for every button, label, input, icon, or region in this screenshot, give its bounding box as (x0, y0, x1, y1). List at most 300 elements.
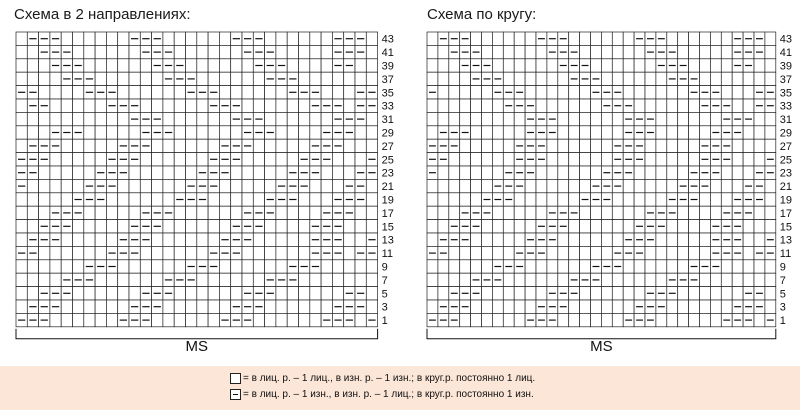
row-number-label: 15 (381, 221, 394, 234)
knit-stitch-cell (366, 32, 377, 45)
knit-stitch-cell (355, 206, 366, 219)
knit-stitch-cell (197, 313, 208, 326)
knit-stitch-cell (332, 287, 343, 300)
knit-stitch-cell (287, 220, 298, 233)
knit-stitch-cell (174, 179, 185, 192)
knit-stitch-cell (163, 313, 174, 326)
knit-stitch-cell (321, 59, 332, 72)
knit-stitch-cell (129, 72, 140, 85)
knit-stitch-cell (163, 153, 174, 166)
knit-stitch-cell (27, 45, 38, 58)
row-number-label: 21 (779, 181, 793, 194)
knit-stitch-cell (16, 193, 27, 206)
knit-stitch-cell (231, 86, 242, 99)
knit-stitch-cell (299, 220, 310, 233)
knit-stitch-cell (208, 126, 219, 139)
knit-stitch-symbol (230, 373, 241, 384)
knit-stitch-cell (197, 287, 208, 300)
knit-stitch-cell (321, 179, 332, 192)
knit-stitch-cell (287, 45, 298, 58)
knit-stitch-cell (163, 112, 174, 125)
knit-stitch-cell (61, 166, 72, 179)
knit-stitch-cell (355, 233, 366, 246)
knit-stitch-cell (39, 126, 50, 139)
knit-stitch-cell (310, 72, 321, 85)
knit-stitch-cell (276, 233, 287, 246)
knit-stitch-cell (366, 45, 377, 58)
knit-stitch-cell (231, 193, 242, 206)
knit-stitch-cell (27, 179, 38, 192)
knit-stitch-cell (50, 179, 61, 192)
knit-stitch-cell (50, 86, 61, 99)
knit-stitch-cell (219, 206, 230, 219)
knit-stitch-cell (174, 287, 185, 300)
knit-stitch-cell (310, 179, 321, 192)
knit-stitch-cell (265, 166, 276, 179)
knit-stitch-cell (332, 273, 343, 286)
knit-stitch-cell (197, 45, 208, 58)
knit-stitch-cell (84, 246, 95, 259)
knit-stitch-cell (50, 72, 61, 85)
knit-stitch-cell (50, 193, 61, 206)
knit-stitch-cell (208, 273, 219, 286)
knit-stitch-cell (129, 166, 140, 179)
knit-stitch-cell (344, 99, 355, 112)
row-number-label: 7 (381, 274, 388, 287)
knit-stitch-cell (242, 72, 253, 85)
knit-stitch-cell (73, 86, 84, 99)
knit-stitch-cell (321, 260, 332, 273)
knit-stitch-cell (344, 139, 355, 152)
knit-stitch-cell (50, 313, 61, 326)
knit-stitch-cell (231, 273, 242, 286)
repeat-label: MS (185, 337, 209, 355)
knit-stitch-cell (299, 300, 310, 313)
row-number-label: 13 (779, 234, 793, 247)
knit-stitch-cell (253, 246, 264, 259)
row-number-label: 43 (381, 33, 394, 46)
knit-stitch-cell (299, 206, 310, 219)
knit-stitch-cell (186, 300, 197, 313)
knit-stitch-cell (61, 179, 72, 192)
knit-stitch-cell (95, 153, 106, 166)
row-number-label: 29 (381, 127, 394, 140)
knit-stitch-cell (163, 139, 174, 152)
knit-stitch-cell (106, 126, 117, 139)
knit-stitch-cell (219, 32, 230, 45)
knit-stitch-cell (219, 193, 230, 206)
knit-stitch-cell (16, 112, 27, 125)
row-number-label: 27 (779, 140, 793, 153)
knit-stitch-cell (276, 126, 287, 139)
knit-stitch-cell (73, 166, 84, 179)
knit-stitch-cell (231, 206, 242, 219)
knit-stitch-cell (242, 260, 253, 273)
knit-stitch-cell (163, 86, 174, 99)
knit-stitch-cell (355, 220, 366, 233)
knit-stitch-cell (163, 166, 174, 179)
knit-stitch-cell (95, 287, 106, 300)
knit-stitch-cell (73, 233, 84, 246)
knit-stitch-cell (299, 32, 310, 45)
knit-stitch-cell (174, 220, 185, 233)
knit-stitch-cell (355, 139, 366, 152)
knit-stitch-cell (265, 220, 276, 233)
knit-stitch-cell (231, 287, 242, 300)
knit-stitch-cell (140, 246, 151, 259)
knit-stitch-cell (197, 220, 208, 233)
knit-stitch-cell (219, 220, 230, 233)
knit-stitch-cell (253, 273, 264, 286)
knit-stitch-cell (197, 126, 208, 139)
knit-stitch-cell (129, 59, 140, 72)
knit-stitch-cell (355, 59, 366, 72)
knit-stitch-cell (152, 246, 163, 259)
knit-stitch-cell (16, 99, 27, 112)
knit-stitch-cell (242, 86, 253, 99)
knit-stitch-cell (219, 179, 230, 192)
knit-stitch-cell (50, 166, 61, 179)
knit-stitch-cell (106, 220, 117, 233)
knit-stitch-cell (140, 166, 151, 179)
knit-stitch-cell (118, 179, 129, 192)
knit-stitch-cell (208, 300, 219, 313)
knit-stitch-cell (95, 59, 106, 72)
knit-stitch-cell (27, 220, 38, 233)
knit-stitch-cell (219, 72, 230, 85)
knit-stitch-cell (186, 233, 197, 246)
row-number-label: 17 (381, 207, 394, 220)
knit-stitch-cell (140, 86, 151, 99)
knit-stitch-cell (174, 300, 185, 313)
knit-stitch-cell (355, 153, 366, 166)
knit-stitch-cell (276, 206, 287, 219)
knit-stitch-cell (118, 206, 129, 219)
row-number-label: 19 (779, 194, 793, 207)
knit-stitch-cell (95, 273, 106, 286)
knit-stitch-cell (95, 139, 106, 152)
knit-stitch-cell (73, 179, 84, 192)
knit-stitch-cell (152, 179, 163, 192)
knit-stitch-cell (253, 179, 264, 192)
knit-stitch-cell (84, 32, 95, 45)
knit-stitch-cell (186, 139, 197, 152)
knit-stitch-cell (174, 112, 185, 125)
knit-stitch-cell (152, 193, 163, 206)
knit-stitch-cell (310, 59, 321, 72)
knit-stitch-cell (208, 193, 219, 206)
knit-stitch-cell (287, 313, 298, 326)
row-number-label: 41 (779, 47, 793, 60)
knit-stitch-cell (39, 206, 50, 219)
knit-stitch-cell (61, 300, 72, 313)
knit-stitch-cell (186, 59, 197, 72)
row-number-label: 37 (381, 73, 394, 86)
knit-stitch-cell (186, 287, 197, 300)
knit-stitch-cell (186, 112, 197, 125)
knit-stitch-cell (84, 59, 95, 72)
knit-stitch-cell (73, 99, 84, 112)
knit-stitch-cell (73, 112, 84, 125)
knit-stitch-cell (140, 260, 151, 273)
row-number-label: 25 (779, 154, 793, 167)
knit-stitch-cell (219, 300, 230, 313)
knit-stitch-cell (276, 260, 287, 273)
knit-stitch-cell (118, 59, 129, 72)
knit-stitch-cell (310, 32, 321, 45)
knit-stitch-cell (310, 313, 321, 326)
knit-stitch-cell (321, 273, 332, 286)
knit-stitch-cell (163, 246, 174, 259)
knit-stitch-cell (287, 246, 298, 259)
knit-stitch-cell (27, 112, 38, 125)
knit-stitch-cell (163, 32, 174, 45)
row-number-label: 23 (779, 167, 793, 180)
knit-stitch-cell (355, 126, 366, 139)
knit-stitch-cell (265, 32, 276, 45)
knit-stitch-cell (129, 273, 140, 286)
knit-stitch-cell (140, 153, 151, 166)
knit-stitch-cell (106, 287, 117, 300)
knit-stitch-cell (253, 166, 264, 179)
knit-stitch-cell (84, 300, 95, 313)
knit-stitch-cell (310, 300, 321, 313)
knit-stitch-cell (197, 153, 208, 166)
knit-stitch-cell (321, 166, 332, 179)
row-number-label: 35 (779, 87, 793, 100)
knit-stitch-cell (276, 287, 287, 300)
knit-stitch-cell (366, 300, 377, 313)
row-number-label: 13 (381, 234, 394, 247)
knit-stitch-cell (129, 179, 140, 192)
knit-stitch-cell (186, 99, 197, 112)
knit-stitch-cell (366, 260, 377, 273)
knit-stitch-cell (197, 273, 208, 286)
knit-stitch-cell (73, 300, 84, 313)
knit-stitch-cell (366, 287, 377, 300)
row-number-label: 21 (381, 181, 394, 194)
knit-stitch-cell (174, 233, 185, 246)
knit-stitch-cell (299, 313, 310, 326)
knit-stitch-cell (276, 99, 287, 112)
knit-stitch-cell (321, 300, 332, 313)
knit-stitch-cell (253, 193, 264, 206)
knit-stitch-cell (310, 126, 321, 139)
knit-stitch-cell (253, 233, 264, 246)
knit-stitch-cell (310, 273, 321, 286)
knit-stitch-cell (106, 233, 117, 246)
knit-stitch-cell (73, 139, 84, 152)
knit-stitch-cell (84, 313, 95, 326)
knit-stitch-cell (231, 126, 242, 139)
knit-stitch-cell (50, 273, 61, 286)
knit-stitch-cell (265, 313, 276, 326)
knit-stitch-cell (118, 45, 129, 58)
row-number-label: 33 (381, 100, 394, 113)
knit-stitch-cell (299, 72, 310, 85)
row-number-label: 9 (381, 261, 388, 274)
knit-stitch-cell (332, 179, 343, 192)
knit-stitch-cell (16, 233, 27, 246)
knit-stitch-cell (287, 153, 298, 166)
knit-stitch-cell (186, 246, 197, 259)
knit-stitch-cell (174, 260, 185, 273)
knit-stitch-cell (106, 72, 117, 85)
knit-stitch-cell (39, 86, 50, 99)
knit-stitch-cell (208, 59, 219, 72)
knit-stitch-cell (344, 233, 355, 246)
knit-stitch-cell (344, 273, 355, 286)
knit-stitch-cell (299, 246, 310, 259)
knit-stitch-cell (186, 126, 197, 139)
knit-stitch-cell (84, 287, 95, 300)
knit-stitch-cell (61, 153, 72, 166)
knit-stitch-cell (242, 273, 253, 286)
knit-stitch-cell (174, 153, 185, 166)
knit-stitch-cell (163, 233, 174, 246)
knit-stitch-cell (174, 99, 185, 112)
knit-stitch-cell (27, 59, 38, 72)
knit-stitch-cell (84, 126, 95, 139)
knit-stitch-cell (106, 273, 117, 286)
knit-stitch-cell (299, 126, 310, 139)
knit-stitch-cell (129, 193, 140, 206)
knit-stitch-cell (276, 166, 287, 179)
knit-stitch-cell (253, 139, 264, 152)
knit-stitch-cell (253, 72, 264, 85)
knit-stitch-cell (276, 45, 287, 58)
row-number-label: 17 (779, 207, 793, 220)
knit-stitch-cell (355, 273, 366, 286)
knit-stitch-cell (152, 260, 163, 273)
knit-stitch-cell (152, 72, 163, 85)
knit-stitch-cell (208, 233, 219, 246)
knit-stitch-cell (265, 260, 276, 273)
row-number-label: 1 (779, 315, 786, 328)
row-number-label: 3 (779, 301, 786, 314)
knit-stitch-cell (118, 260, 129, 273)
knit-stitch-cell (344, 153, 355, 166)
row-number-label: 37 (779, 73, 793, 86)
chart-title-in-the-round: Схема по кругу: (427, 6, 537, 23)
knit-stitch-cell (39, 72, 50, 85)
knit-stitch-cell (118, 32, 129, 45)
knit-stitch-cell (321, 45, 332, 58)
knit-stitch-cell (265, 300, 276, 313)
knit-stitch-cell (265, 86, 276, 99)
knit-stitch-cell (95, 233, 106, 246)
knit-stitch-cell (140, 59, 151, 72)
knit-stitch-cell (219, 287, 230, 300)
knit-stitch-cell (118, 112, 129, 125)
knit-stitch-cell (276, 139, 287, 152)
knit-stitch-cell (186, 32, 197, 45)
knit-stitch-cell (208, 287, 219, 300)
knit-stitch-cell (231, 179, 242, 192)
knit-stitch-cell (118, 273, 129, 286)
knit-stitch-cell (73, 260, 84, 273)
knit-stitch-cell (242, 246, 253, 259)
knit-stitch-cell (16, 72, 27, 85)
knit-stitch-cell (197, 72, 208, 85)
knit-stitch-cell (310, 112, 321, 125)
knit-stitch-cell (163, 260, 174, 273)
knit-stitch-cell (61, 112, 72, 125)
knit-stitch-cell (129, 287, 140, 300)
knit-stitch-cell (310, 206, 321, 219)
knit-stitch-cell (344, 72, 355, 85)
knit-stitch-cell (265, 99, 276, 112)
row-number-label: 9 (779, 261, 786, 274)
knit-stitch-cell (152, 166, 163, 179)
knit-stitch-cell (366, 206, 377, 219)
knit-stitch-cell (27, 126, 38, 139)
knit-stitch-cell (299, 287, 310, 300)
knit-stitch-cell (197, 246, 208, 259)
knit-stitch-cell (242, 193, 253, 206)
knit-stitch-cell (106, 139, 117, 152)
knit-stitch-cell (321, 287, 332, 300)
knit-stitch-cell (321, 72, 332, 85)
knit-stitch-cell (231, 45, 242, 58)
knit-stitch-cell (174, 126, 185, 139)
legend-text-knit: = в лиц. р. – 1 лиц., в изн. р. – 1 изн.; в круг.р. постоянно 1 лиц. (243, 373, 536, 384)
knit-stitch-cell (219, 112, 230, 125)
row-number-label: 1 (381, 315, 388, 328)
knit-stitch-cell (118, 72, 129, 85)
knit-stitch-cell (355, 313, 366, 326)
row-number-label: 5 (381, 288, 388, 301)
knit-stitch-cell (84, 166, 95, 179)
knit-stitch-cell (265, 233, 276, 246)
row-number-label: 39 (779, 60, 793, 73)
knit-stitch-cell (95, 126, 106, 139)
knit-stitch-cell (366, 72, 377, 85)
knit-stitch-cell (16, 59, 27, 72)
knit-stitch-cell (27, 287, 38, 300)
knit-stitch-cell (355, 260, 366, 273)
knit-stitch-cell (287, 126, 298, 139)
row-number-label: 3 (381, 301, 388, 314)
knit-stitch-cell (287, 233, 298, 246)
knit-stitch-cell (39, 273, 50, 286)
knit-stitch-cell (197, 112, 208, 125)
knit-stitch-cell (16, 32, 27, 45)
row-number-label: 27 (381, 140, 394, 153)
knit-stitch-cell (366, 139, 377, 152)
row-number-label: 31 (381, 114, 394, 127)
knit-stitch-cell (16, 260, 27, 273)
knit-stitch-cell (299, 45, 310, 58)
repeat-label: MS (590, 337, 613, 355)
knit-stitch-cell (299, 139, 310, 152)
knit-stitch-cell (84, 112, 95, 125)
knit-stitch-cell (106, 193, 117, 206)
knit-stitch-cell (16, 139, 27, 152)
knit-stitch-cell (321, 32, 332, 45)
knit-stitch-cell (152, 99, 163, 112)
knit-stitch-cell (197, 32, 208, 45)
knit-stitch-cell (95, 45, 106, 58)
purl-stitch-symbol (230, 389, 241, 400)
knit-stitch-cell (118, 126, 129, 139)
knit-stitch-cell (50, 112, 61, 125)
chart-title-two-directions: Схема в 2 направлениях: (14, 6, 191, 23)
knit-stitch-cell (61, 246, 72, 259)
knit-stitch-cell (50, 99, 61, 112)
knit-stitch-cell (174, 166, 185, 179)
knit-stitch-cell (276, 86, 287, 99)
